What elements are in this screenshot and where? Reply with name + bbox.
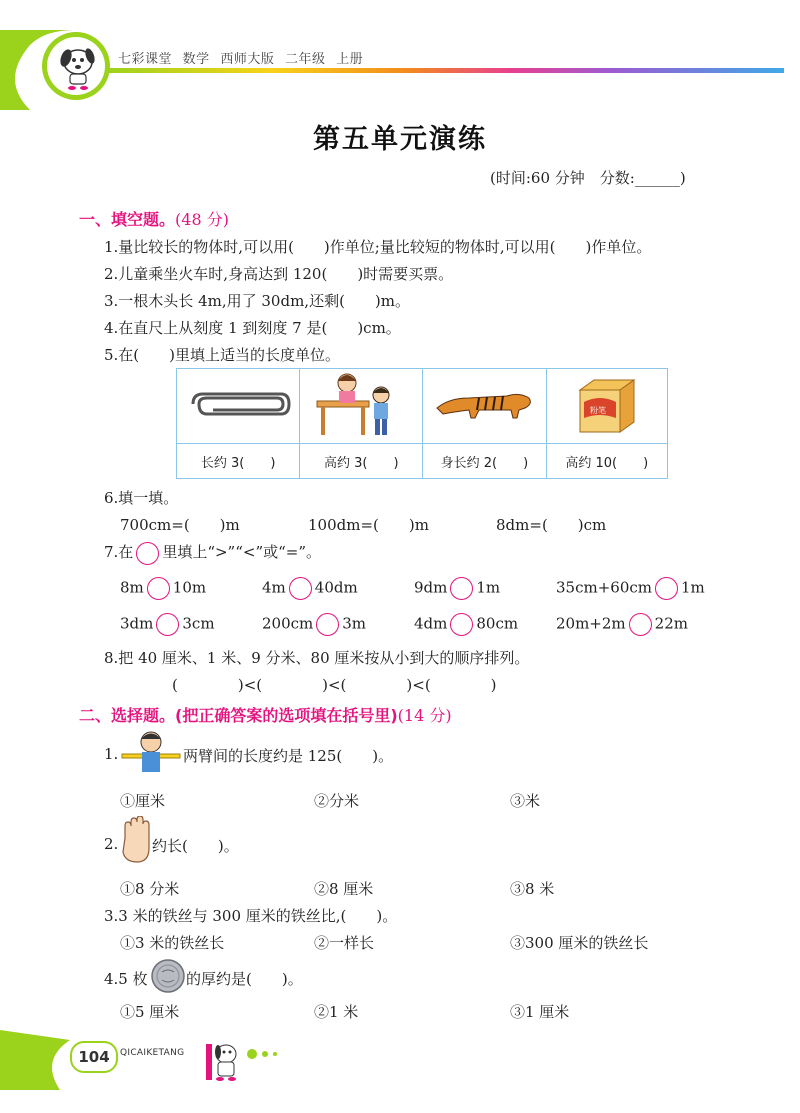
s2-q4-option-b[interactable]: ②1 米 [314, 1003, 359, 1021]
section1-points: (48 分) [175, 210, 229, 229]
compare-answer-circle[interactable] [450, 613, 473, 636]
compare-item [414, 613, 518, 636]
compare-right: 3m [342, 614, 367, 633]
footer-decoration [0, 1030, 300, 1090]
compare-left: 4m [262, 578, 286, 597]
page-title: 第五单元演练 [313, 124, 487, 155]
compare-item [120, 577, 206, 600]
compare-left: 9dm [414, 578, 448, 597]
tiger-cell [423, 369, 546, 444]
hand-icon [119, 816, 153, 866]
time-score-line: (时间:60 分钟 分数:______) [490, 169, 686, 187]
compare-right: 22m [654, 614, 688, 633]
section2-title: 二、选择题。(把正确答案的选项填在括号里) [79, 706, 398, 725]
compare-left: 3dm [120, 614, 154, 633]
q6-item-3: 8dm=( )cm [496, 516, 607, 534]
compare-right: 1m [681, 578, 705, 597]
paperclip-cell [177, 369, 300, 444]
unit-label-paperclip: 长约 3( ) [177, 444, 300, 479]
q6-item-1: 700cm=( )m [120, 516, 240, 534]
compare-right: 10m [172, 578, 207, 597]
compare-right: 3cm [182, 614, 215, 633]
edition-name: 西师大版 [220, 52, 275, 67]
section2-points: (14 分) [397, 706, 452, 725]
compare-item [262, 613, 366, 636]
compare-left: 200cm [262, 614, 314, 633]
compare-item [414, 577, 500, 600]
s2-q2-option-b[interactable]: ②8 厘米 [314, 880, 374, 898]
s1-question-1: 1.量比较长的物体时,可以用( )作单位;量比较短的物体时,可以用( )作单位。 [104, 238, 652, 256]
s2-q4-option-a[interactable]: ①5 厘米 [120, 1003, 180, 1021]
boy-arms-open-icon [120, 726, 182, 774]
compare-left: 4dm [414, 614, 448, 633]
compare-answer-circle[interactable] [289, 577, 312, 600]
s2-question-4-num: 4.5 枚 [104, 970, 148, 988]
chalk-box-cell [546, 369, 667, 444]
page-number: 104 [70, 1041, 118, 1073]
s2-q3-option-b[interactable]: ②一样长 [314, 934, 375, 952]
compare-item [556, 613, 688, 636]
s2-q1-option-b[interactable]: ②分米 [314, 792, 360, 810]
subject-name: 数学 [182, 52, 210, 67]
q7-suffix: 里填上“>”“<”或“=”。 [162, 543, 322, 561]
section2-heading [79, 703, 452, 726]
section1-heading [79, 207, 229, 230]
q7-prefix: 7.在 [104, 543, 134, 561]
compare-answer-circle[interactable] [655, 577, 678, 600]
s2-question-2-text: 约长( )。 [152, 837, 239, 855]
compare-left: 20m+2m [556, 614, 626, 633]
term-name: 上册 [336, 52, 364, 67]
s1-question-5: 5.在( )里填上适当的长度单位。 [104, 346, 341, 364]
grade-name: 二年级 [284, 52, 326, 67]
unit-label-chalk-box: 高约 10( ) [546, 444, 667, 479]
s1-question-7 [104, 541, 321, 565]
kids-desk-cell [300, 369, 423, 444]
paperclip-icon [183, 386, 293, 422]
s2-q1-option-c[interactable]: ③米 [510, 792, 541, 810]
series-name: 七彩课堂 [118, 52, 173, 67]
compare-right: 80cm [476, 614, 519, 633]
coin-icon [150, 958, 186, 994]
s2-question-3: 3.3 米的铁丝与 300 厘米的铁丝比,( )。 [104, 907, 398, 925]
s1-question-6: 6.填一填。 [104, 489, 179, 507]
compare-left: 35cm+60cm [556, 578, 652, 597]
s2-question-4-text: 的厚约是( )。 [186, 970, 303, 988]
compare-answer-circle[interactable] [147, 577, 170, 600]
footer-brand: QICAIKETANG [120, 1048, 185, 1058]
compare-answer-circle[interactable] [316, 613, 339, 636]
compare-right: 1m [476, 578, 501, 597]
unit-label-desk: 高约 3( ) [300, 444, 423, 479]
compare-item [262, 577, 358, 600]
s1-question-2: 2.儿童乘坐火车时,身高达到 120( )时需要买票。 [104, 265, 454, 283]
unit-picture-table [176, 368, 668, 479]
compare-left: 8m [120, 578, 144, 597]
section1-title: 一、填空题。 [79, 210, 176, 229]
kids-at-desk-icon [311, 369, 411, 439]
s2-question-2-num: 2. [104, 835, 119, 853]
unit-label-tiger: 身长约 2( ) [423, 444, 546, 479]
compare-answer-circle[interactable] [450, 577, 473, 600]
compare-answer-circle[interactable] [156, 613, 179, 636]
chalk-box-label: 粉笔 [589, 406, 606, 415]
tiger-icon [429, 384, 539, 424]
s1-question-8: 8.把 40 厘米、1 米、9 分米、80 厘米按从小到大的顺序排列。 [104, 649, 530, 667]
compare-right: 40dm [314, 578, 358, 597]
s2-q4-option-c[interactable]: ③1 厘米 [510, 1003, 570, 1021]
s2-q2-option-a[interactable]: ①8 分米 [120, 880, 180, 898]
compare-answer-circle[interactable] [629, 613, 652, 636]
q6-item-2: 100dm=( )m [308, 516, 429, 534]
s2-question-1-text: 两臂间的长度约是 125( )。 [183, 747, 394, 765]
compare-item [556, 577, 705, 600]
s2-q3-option-a[interactable]: ①3 米的铁丝长 [120, 934, 225, 952]
s2-q1-option-a[interactable]: ①厘米 [120, 792, 166, 810]
s1-question-3: 3.一根木头长 4m,用了 30dm,还剩( )m。 [104, 292, 410, 310]
s2-question-1-num: 1. [104, 745, 119, 763]
s1-question-4: 4.在直尺上从刻度 1 到刻度 7 是( )cm。 [104, 319, 401, 337]
chalk-box-icon [572, 372, 642, 436]
s2-q3-option-c[interactable]: ③300 厘米的铁丝长 [510, 934, 649, 952]
s2-q2-option-c[interactable]: ③8 米 [510, 880, 555, 898]
compare-circle-icon [136, 542, 159, 565]
footer-mascot-icon [206, 1044, 236, 1081]
header-text [118, 48, 369, 67]
compare-item [120, 613, 215, 636]
q8-answer-line: ( )<( )<( )<( ) [172, 676, 497, 694]
